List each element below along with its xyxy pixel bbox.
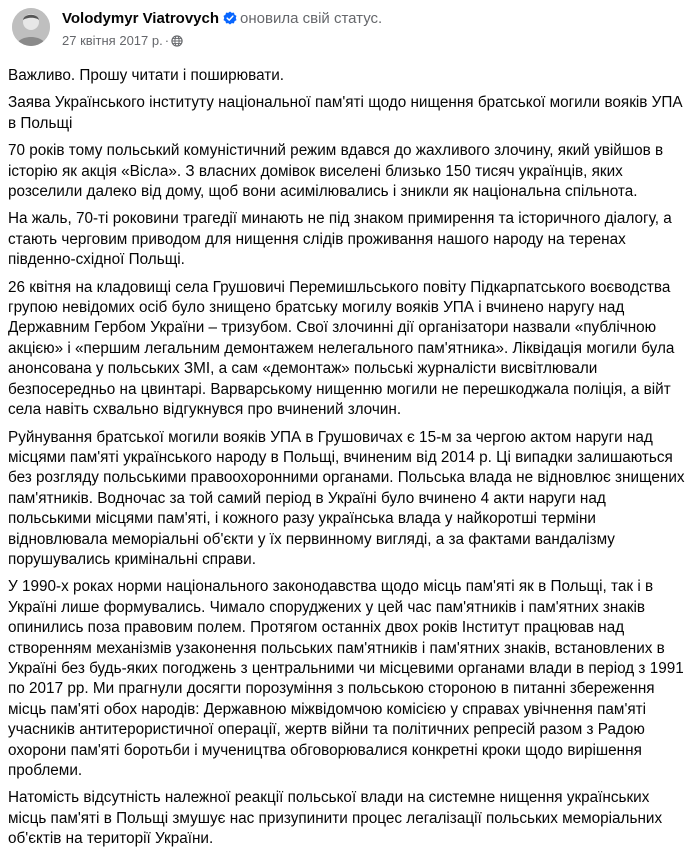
statement-title: Заява Українського інституту національної пам'яті щодо нищення братської могили вояків УПА в Польщі [8, 94, 683, 132]
post-paragraph: У 1990-х роках норми національного законодавства щодо місць пам'яті як в Польщі, так і в Україні лише формувались. Чимало споруджених у цей час пам'ятників і пам'ятних знаків опинились поза правовим полем. Протягом останніх двох років Інститут працював над створенням механізмів узаконення польських пам'ятників і пам'ятних знаків, встановлених в Україні без будь-яких погоджень з центральними чи місцевими органами влади в період з 1991 по 2017 рр. Ми прагнули досягти порозуміння з польською стороною в питанні збереження місць пам'яті обох народів: Державною міжвідомчою комісією у справах увічнення пам'яті учасників антитерористичної операції, жертв війни та політичних репресій разом з Радою охорони пам'яті боротьби і мучеництва обговорювалися конкретні кроки щодо вирішення проблеми. [8, 578, 684, 779]
globe-icon[interactable] [171, 34, 183, 51]
status-text: оновила свій статус. [240, 10, 383, 27]
post-paragraph: 26 квітня на кладовищі села Грушовичі Перемишльського повіту Підкарпатського воєводства групою невідомих осіб було знищено братську могилу вояків УПА і вчинено наругу над Державним Гербом України – тризубом. Свої злочинні дії організатори назвали «публічною акцією» і «першим легальним демонтажем нелегального пам'ятника». Ліквідація могили була анонсована у польських ЗМІ, а сам «демонтаж» польські журналісти висвітлювали безпосередньо на цвинтарі. Варварському нищенню могили не перешкоджала поліція, а війт села навіть схвально відгукнувся про вчинений злочин. [8, 278, 675, 419]
post-date[interactable]: 27 квітня 2017 р. [62, 33, 163, 48]
author-name[interactable]: Volodymyr Viatrovych [62, 10, 220, 27]
post-paragraph: Руйнування братської могили вояків УПА в Грушовичах є 15-м за чергою актом наруги над місцями пам'яті українського народу в Польщі, вчиненим від 2014 р. Ці випадки залишаються без розгляду польськими правоохоронними органами. Польська влада не відновлює знищених пам'ятників. Водночас за той самий період в Україні було вчинено 4 акти наруги над польськими місцями пам'яті, і кожного разу українська влада у найкоротші терміни відновлювала меморіальні об'єкти у їх первинному вигляді, а за фактами вандалізму порушувались кримінальні справи. [8, 428, 685, 568]
author-line [62, 9, 382, 31]
avatar[interactable] [12, 8, 50, 46]
post-paragraph: На жаль, 70-ті роковини трагедії минають не під знаком примирення та історичного діалогу, а стають черговим приводом для нищення слідів проживання нашого народу на теренах південно-східної Польщі. [8, 210, 672, 269]
post-header [8, 0, 695, 66]
meta-separator: · [164, 33, 170, 48]
post-paragraph: Натомість відсутність належної реакції польської влади на системне нищення українських місць пам'яті в Польщі змушує нас призупинити процес легалізації польських меморіальних об'єктів на території України. [8, 789, 663, 848]
verified-badge-icon [223, 11, 237, 31]
post-body [8, 66, 695, 850]
post-paragraph: 70 років тому польський комуністичний режим вдався до жахливого злочину, який увійшов в історію як акція «Вісла». З власних домівок виселені близько 150 тисяч українців, яких розселили далеко від дому, щоб вони асимілювались і зникли як національна спільнота. [8, 142, 664, 201]
post-meta [62, 32, 183, 51]
post-paragraph: Важливо. Прошу читати і поширювати. [8, 67, 285, 84]
avatar-photo [12, 8, 50, 46]
